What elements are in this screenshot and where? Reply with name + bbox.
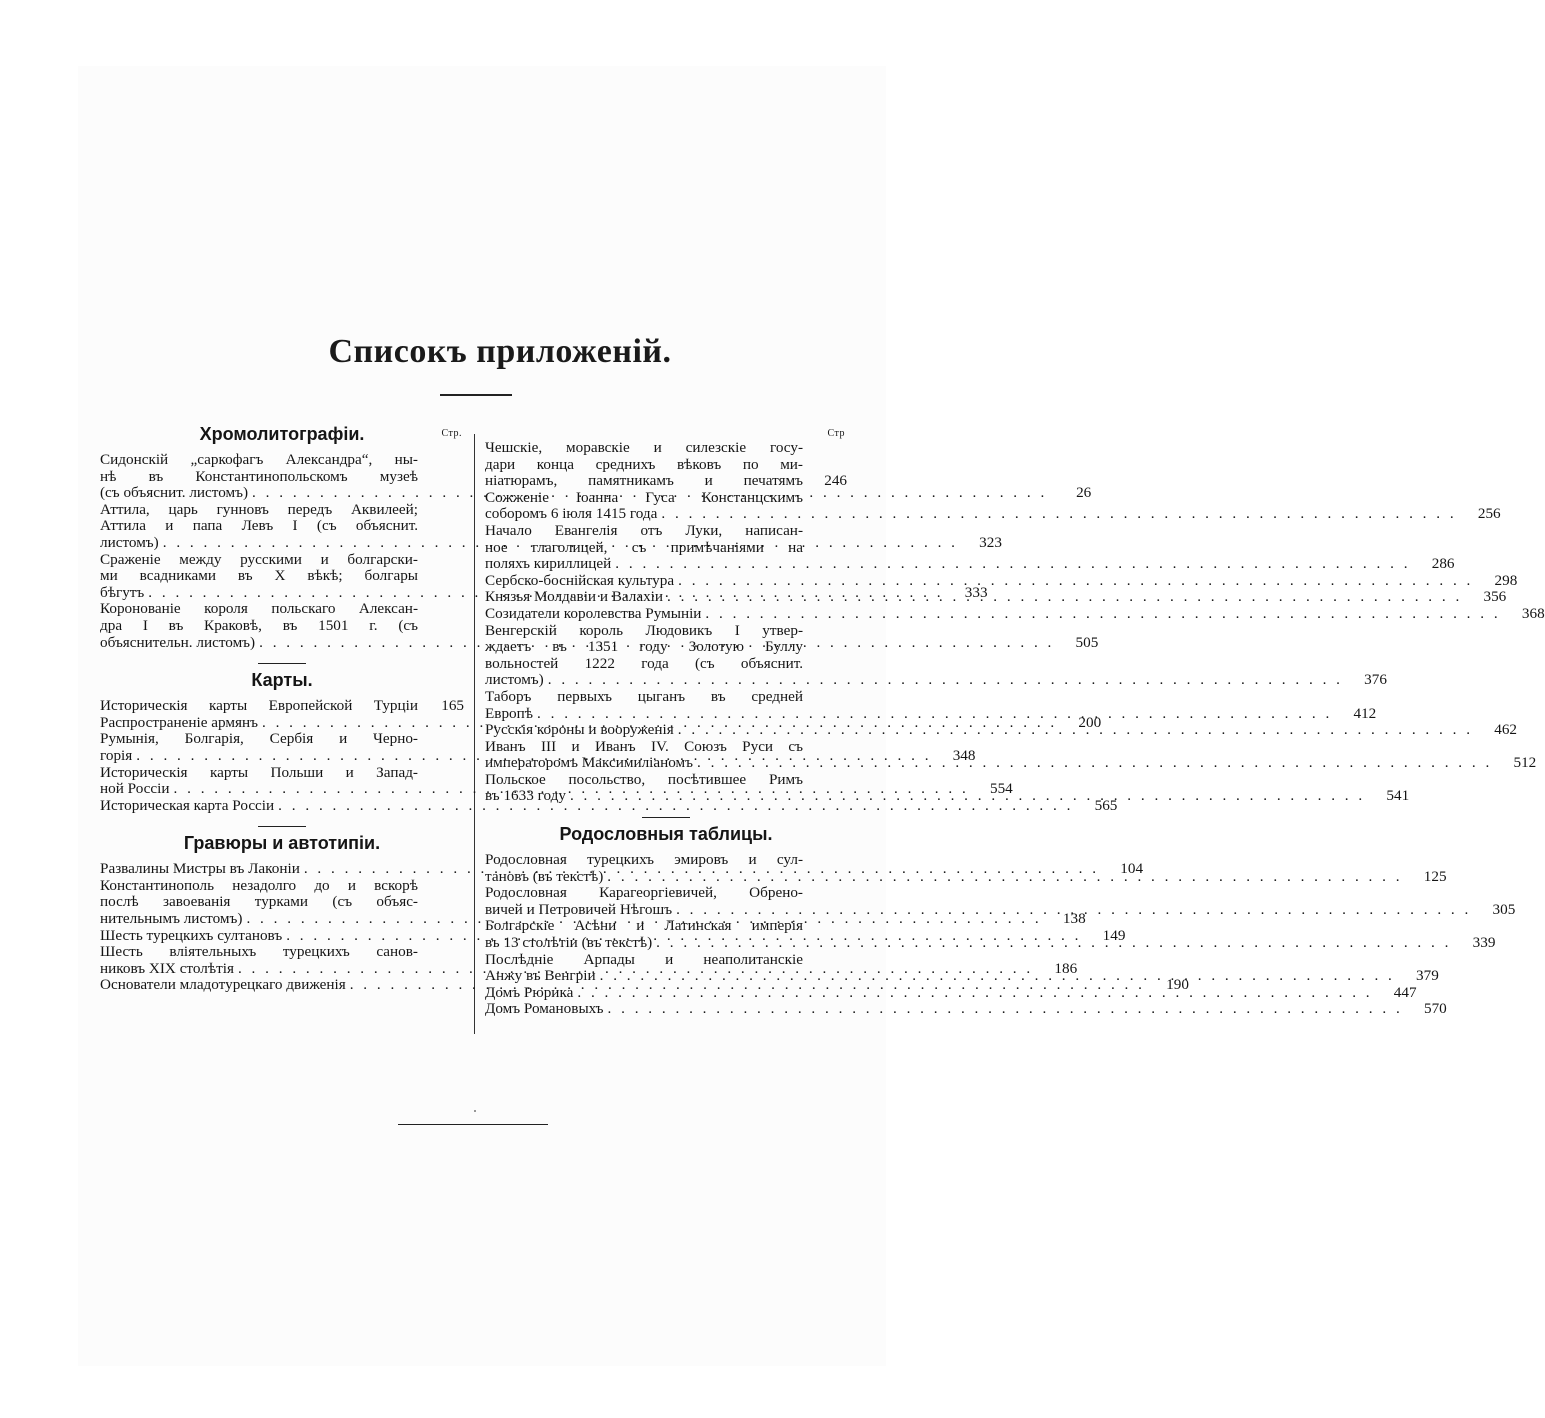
dot-leader [657, 506, 1456, 523]
page-number: 356 [1483, 588, 1507, 606]
dot-leader [701, 606, 1500, 623]
entry-text: въ 13 столѣтіи (въ текстѣ) [485, 934, 653, 952]
page-number: 512 [1513, 754, 1537, 772]
entry-text: нѣ въ Константинопольскомъ музеѣ [100, 467, 418, 485]
entry-line [100, 878, 464, 895]
page-column-label: Стр [827, 428, 845, 439]
entry-line [485, 772, 847, 789]
dot-leader [693, 755, 1492, 772]
page-number: 412 [1353, 704, 1377, 722]
page-number: 339 [1472, 934, 1496, 952]
title-underline [440, 394, 512, 396]
entry-last-line [485, 604, 1545, 623]
entry-line [100, 944, 464, 961]
entry-text: Анжу въ Венгріи [485, 967, 596, 985]
entry-line [100, 518, 464, 535]
page-number: 323 [979, 533, 1002, 551]
entry-text: Сожженіе Іоанна Гуса Констанцскимъ [485, 488, 803, 506]
entry-text: ми всадниками въ X вѣкѣ; болгары [100, 567, 418, 585]
page-number: 333 [964, 583, 988, 601]
section-heading [485, 822, 847, 852]
entry-last-line [485, 473, 847, 490]
section-heading [485, 422, 847, 440]
entry-text: никовъ XIX столѣтія [100, 959, 234, 977]
dot-leader [611, 556, 1410, 573]
dot-leader [533, 706, 1332, 723]
entry-line [100, 765, 464, 782]
entry-text: Чешскіе, моравскіе и силезскіе госу- [485, 439, 803, 456]
list-item [485, 1000, 1447, 1018]
entry-text: тановъ (въ текстѣ) [485, 867, 604, 885]
entry-text: Иванъ III и Иванъ IV. Союзъ Руси съ [485, 737, 803, 755]
entry-text: ніатюрамъ, памятникамъ и печатямъ [485, 472, 803, 490]
entry-text: листомъ) [100, 533, 159, 551]
entry-text: Историческая карта Россіи [100, 796, 275, 814]
dot-leader [674, 573, 1473, 590]
page-number: 138 [1062, 910, 1086, 928]
entry-line [485, 852, 847, 869]
entry-text: Распространеніе армянъ [100, 713, 258, 731]
page-number: 376 [1364, 671, 1387, 689]
entry-line [485, 540, 847, 557]
entry-text: (съ объяснит. листомъ) [100, 484, 249, 502]
dot-leader [652, 935, 1451, 952]
entry-text: ной Россіи [100, 780, 170, 798]
entry-text: объяснительн. листомъ) [100, 633, 256, 651]
entry-line [485, 885, 847, 902]
list-item [100, 698, 464, 715]
list-item [485, 571, 1518, 590]
entry-text: Начало Евангелія отъ Луки, написан- [485, 521, 803, 539]
entry-text: Домъ Рюрика [485, 983, 574, 1001]
page-number: 186 [1054, 959, 1078, 977]
entry-text: Историческія карты Польши и Запад- [100, 763, 418, 781]
closing-rule [398, 1124, 548, 1125]
entry-text: Аттила и папа Левъ I (съ объяснит. [100, 517, 418, 535]
section-separator [642, 817, 690, 818]
entry-line [485, 952, 847, 969]
entry-text: Таборъ первыхъ цыганъ въ средней [485, 687, 803, 705]
entry-text: Сидонскій „саркофагъ Александра“, ны- [100, 451, 418, 468]
entry-text: Родословная Карагеоргіевичей, Обрено- [485, 884, 803, 902]
page-title: Списокъ приложеній. [328, 333, 672, 370]
page-number: 165 [441, 697, 464, 715]
entry-line [100, 502, 464, 519]
section-title: Гравюры и автотипіи. [183, 833, 381, 854]
dot-leader [566, 788, 1365, 805]
entry-text: соборомъ 6 іюля 1415 года [485, 505, 658, 523]
section-separator [258, 826, 306, 827]
page-number: 286 [1431, 555, 1455, 573]
entry-line [485, 457, 847, 474]
section-heading [100, 422, 464, 452]
entry-text: Домъ Романовыхъ [485, 1000, 604, 1018]
entry-text: Основатели младотурецкаго движенія [100, 976, 346, 994]
entry-line [100, 894, 464, 911]
dot-leader [663, 589, 1462, 606]
entry-text: Аттила, царь гунновъ передъ Аквилеей; [100, 500, 418, 518]
entry-text: Константинополь незадолго до и вскорѣ [100, 876, 418, 894]
entry-text: Князья Молдавіи и Валахіи [485, 588, 664, 606]
entry-line [100, 552, 464, 569]
entry-text: Послѣдніе Арпады и неаполитанскіе [485, 950, 803, 968]
page-column-label: Стр. [441, 428, 462, 439]
page-number: 190 [1166, 976, 1189, 994]
entry-text: вольностей 1222 года (съ объяснит. [485, 654, 803, 672]
entry-text: Развалины Мистры въ Лаконіи [100, 860, 300, 878]
dot-leader [603, 869, 1402, 886]
entry-text: Польское посольство, посѣтившее Римъ [485, 770, 803, 788]
entry-last-line [485, 671, 1387, 689]
entry-text: Коронованіе короля польскаго Алексан- [100, 600, 418, 618]
entry-text: въ 1633 году [485, 787, 566, 805]
entry-text: листомъ) [485, 671, 544, 689]
entry-line [485, 656, 847, 673]
dot-leader [596, 968, 1395, 985]
entry-line [100, 731, 464, 748]
section-separator [258, 663, 306, 664]
entry-line [485, 918, 847, 935]
entry-text: Созидатели королевства Румыніи [485, 604, 702, 622]
page-number: 26 [1076, 484, 1092, 502]
entry-line [485, 739, 847, 756]
section-heading [100, 668, 464, 698]
entry-text: Сраженіе между русскими и болгарски- [100, 550, 418, 568]
page-number: 565 [1094, 796, 1118, 814]
entry-last-line [485, 505, 1501, 523]
page-number: 570 [1423, 1000, 1447, 1018]
entry-line [485, 523, 847, 540]
entry-text: поляхъ кириллицей [485, 555, 612, 573]
page-number: 447 [1393, 983, 1417, 1001]
entry-text: дари конца среднихъ вѣковъ по ми- [485, 455, 803, 473]
page-number: 200 [1078, 713, 1102, 731]
entry-text: Родословная турецкихъ эмировъ и сул- [485, 851, 803, 869]
entry-line [485, 623, 847, 640]
page-number: 246 [824, 472, 847, 490]
list-item [485, 884, 1516, 918]
entry-line [100, 469, 464, 486]
page-number: 104 [1120, 860, 1144, 878]
entry-line [485, 490, 847, 507]
entry-text: Сербско-боснійская культура [485, 571, 675, 589]
dot-leader [573, 985, 1372, 1002]
page-number: 125 [1423, 867, 1447, 885]
page-number: 149 [1102, 926, 1126, 944]
entry-line [100, 452, 464, 469]
page-number: 368 [1521, 604, 1545, 622]
entry-text: бѣгутъ [100, 583, 145, 601]
entry-line [100, 568, 464, 585]
page-number: 298 [1494, 571, 1518, 589]
page-number: 379 [1416, 967, 1439, 985]
entry-text: Русскія короны и вооруженія [485, 721, 674, 739]
entry-last-line [100, 698, 464, 715]
section-title: Родословныя таблицы. [559, 824, 773, 845]
entry-text: ждаетъ въ 1351 году Золотую Буллу [485, 638, 803, 656]
print-speck [474, 1110, 476, 1112]
page-number: 462 [1494, 721, 1517, 739]
page-number: 348 [952, 746, 976, 764]
entry-text: Болгарскіе Асѣни и Латинская имперія [485, 917, 803, 935]
entry-last-line [485, 571, 1518, 590]
entry-text: Шесть вліятельныхъ турецкихъ санов- [100, 943, 418, 961]
entry-line [485, 639, 847, 656]
dot-leader [604, 1001, 1403, 1018]
section-title: Карты. [251, 670, 313, 691]
entry-line [485, 689, 847, 706]
entry-text: нительнымъ листомъ) [100, 910, 243, 928]
entry-text: послѣ завоеванія турками (съ объяс- [100, 893, 418, 911]
section-heading [100, 831, 464, 861]
dot-leader [544, 672, 1343, 689]
list-item [485, 604, 1545, 623]
entry-text: Европѣ [485, 704, 534, 722]
entry-text: Историческія карты Европейской Турціи [100, 697, 418, 715]
dot-leader [674, 722, 1473, 739]
entry-text: ное глаголицей, съ примѣчаніями на [485, 538, 803, 556]
entry-line [485, 440, 847, 457]
entry-text: Шесть турецкихъ султановъ [100, 926, 283, 944]
entry-text: императоромъ Максимиліаномъ [485, 754, 694, 772]
page-number: 541 [1386, 787, 1410, 805]
entry-last-line [485, 1000, 1447, 1018]
entry-last-line [485, 555, 1455, 573]
page-number: 505 [1075, 633, 1099, 651]
list-item [485, 440, 847, 490]
section-title: Хромолитографіи. [199, 424, 365, 444]
entry-line [100, 601, 464, 618]
entry-text: вичей и Петровичей Нѣгошъ [485, 900, 673, 918]
page-number: 256 [1477, 505, 1501, 523]
entry-text: Румынія, Болгарія, Сербія и Черно- [100, 730, 418, 748]
entry-text: дра I въ Краковѣ, въ 1501 г. (съ [100, 616, 418, 634]
entry-text: Венгерскій король Людовикъ I утвер- [485, 621, 803, 639]
entry-line [100, 618, 464, 635]
entry-text: горія [100, 746, 133, 764]
dot-leader [672, 902, 1471, 919]
page-number: 554 [989, 780, 1013, 798]
page-number: 305 [1492, 900, 1516, 918]
